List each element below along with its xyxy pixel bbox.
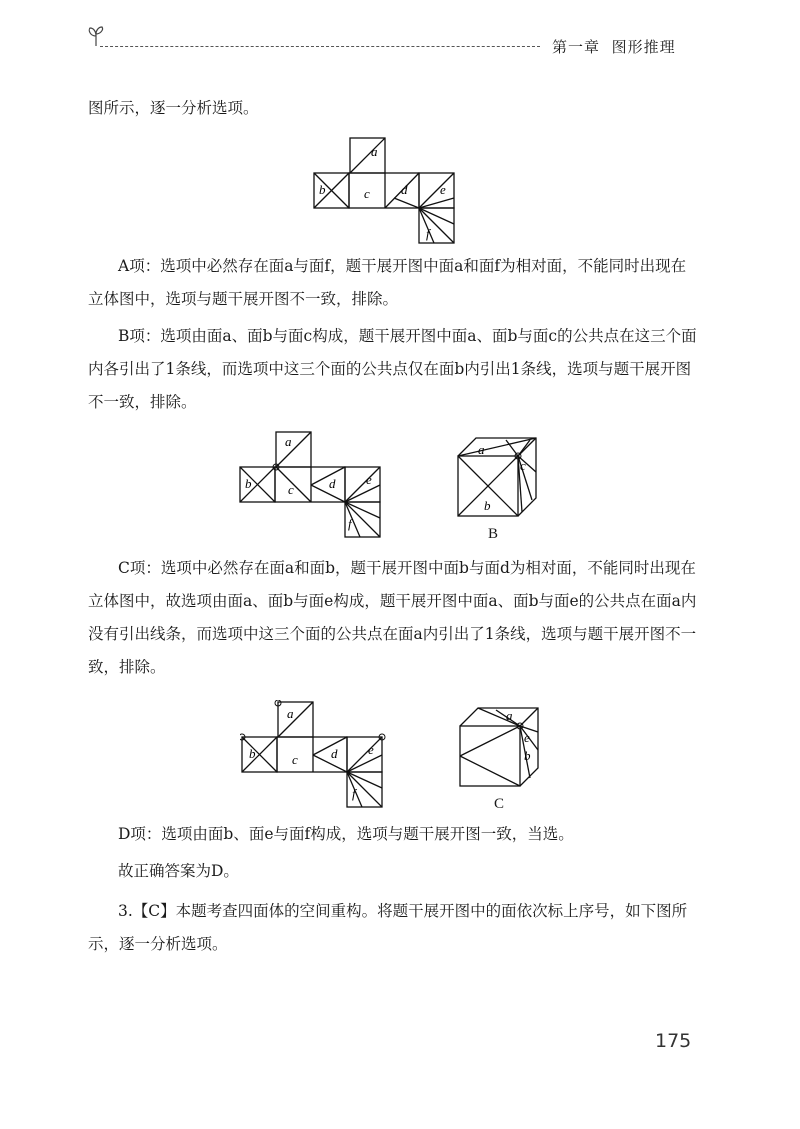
paragraph-option-b: B项：选项由面a、面b与面c构成，题干展开图中面a、面b与面c的公共点在这三个面内各引出了1条线，而选项中这三个面的公共点仅在面b内引出1条线，选项与题干展开图不一致，排除。	[88, 327, 697, 411]
figure-net-1	[312, 136, 462, 246]
face-f-label: f	[426, 226, 430, 241]
face-b-label: b	[245, 476, 252, 491]
face-c-label: c	[288, 482, 294, 497]
paragraph-answer: 故正确答案为D。	[118, 862, 239, 880]
figure-label-b: B	[488, 526, 499, 542]
face-d-label: d	[329, 476, 336, 491]
cube-option-b	[450, 432, 540, 524]
face-a-label: a	[478, 442, 485, 457]
paragraph-option-c: C项：选项中必然存在面a和面b，题干展开图中面b与面d为相对面，不能同时出现在立体图中，故选项由面a、面b与面e构成，题干展开图中面a、面b与面e的公共点在面a内没有引出线条，而选项中这三个面的公共点在面a内引出了1条线，选项与题干展开图不一致，排除。	[88, 559, 697, 676]
face-e-label: e	[524, 730, 530, 745]
face-e-label: e	[440, 182, 446, 197]
face-e-label: e	[366, 472, 372, 487]
paragraph-question-3: 3.【C】本题考查四面体的空间重构。将题干展开图中的面依次标上序号，如下图所示，逐一分析选项。	[88, 902, 688, 953]
face-e-label: e	[368, 742, 374, 757]
figure-net-3	[240, 700, 390, 810]
running-header	[552, 36, 676, 57]
face-b-label: b	[319, 182, 326, 197]
face-b-label: b	[484, 498, 491, 513]
face-b-label: b	[249, 746, 256, 761]
chapter-title: 图形推理	[611, 38, 676, 56]
page-number: 175	[655, 1030, 692, 1052]
face-c-label: c	[520, 458, 526, 473]
sprout-icon	[84, 24, 108, 48]
face-c-label: c	[364, 186, 370, 201]
face-f-label: f	[348, 516, 352, 531]
face-a-label: a	[285, 434, 292, 449]
paragraph-intro: 图所示，逐一分析选项。	[88, 99, 259, 117]
cube-option-c	[452, 702, 542, 794]
paragraph-option-a: A项：选项中必然存在面a与面f，题干展开图中面a和面f为相对面，不能同时出现在立体图中，选项与题干展开图不一致，排除。	[88, 257, 687, 308]
header-rule	[100, 46, 540, 47]
face-d-label: d	[331, 746, 338, 761]
figure-label-c: C	[494, 796, 505, 812]
face-b-label: b	[524, 748, 531, 763]
paragraph-option-d: D项：选项由面b、面e与面f构成，选项与题干展开图一致，当选。	[118, 825, 574, 843]
chapter-label: 第一章	[552, 38, 601, 56]
face-d-label: d	[401, 182, 408, 197]
face-a-label: a	[287, 706, 294, 721]
face-a-label: a	[371, 144, 378, 159]
face-c-label: c	[292, 752, 298, 767]
figure-net-2	[238, 430, 388, 540]
face-a-label: a	[506, 708, 513, 723]
face-f-label: f	[352, 786, 356, 801]
